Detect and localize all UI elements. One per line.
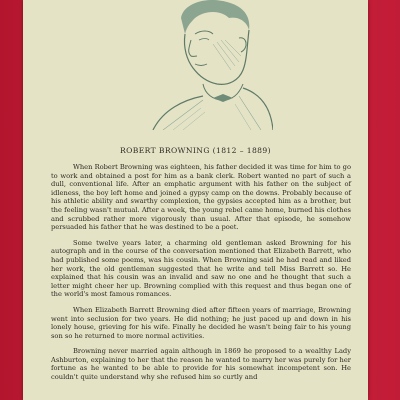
- document-body: [51, 163, 351, 389]
- paragraph: Some twelve years later, a charming old gentleman asked Browning for his autograph and in the course of the conversation mentioned that Elizabeth Barrett, who had published some poems, was his cousin. When Browning said he had read and liked her work, the old gentleman suggested that he write and tell Miss Barrett so. He explained that his cousin was an invalid and saw no one and he thought that such a letter might cheer her up. Browning complied with this request and thus began one of the world's most famous romances.: [51, 238, 351, 299]
- portrait-illustration: [143, 0, 273, 130]
- paragraph: When Elizabeth Barrett Browning died after fifteen years of marriage, Browning went into seclusion for two years. He did nothing; he just paced up and down in his lonely house, grieving for his wife. Finally he decided he wasn't being fair to his young son so he returned to more normal activities.: [51, 305, 351, 340]
- document-page: [23, 0, 368, 400]
- document-heading: ROBERT BROWNING (1812 – 1889): [119, 146, 272, 155]
- robert-browning-portrait: [143, 0, 273, 130]
- paragraph: When Robert Browning was eighteen, his father decided it was time for him to go to work and obtained a post for him as a bank clerk. Robert wanted no part of such a dull, conventional life. After an emphatic argument with his father on the subject of idleness, the boy left home and joined a gypsy camp on the downs. Probably because of his athletic ability and swarthy complexion, the gypsies accepted him as a brother, but the feeling wasn't mutual. After a week, the young rebel came home, burned his clothes and scrubbed rather more vigorously than usual. After that episode, he somehow persuaded his father that he was destined to be a poet.: [51, 163, 351, 232]
- paragraph: Browning never married again although in 1869 he proposed to a wealthy Lady Ashburton, explaining to her that the reason he wanted to marry her was purely for her fortune as he wanted to be able to provide for his somewhat incompetent son. He couldn't quite understand why she refused him so curtly and: [51, 347, 351, 382]
